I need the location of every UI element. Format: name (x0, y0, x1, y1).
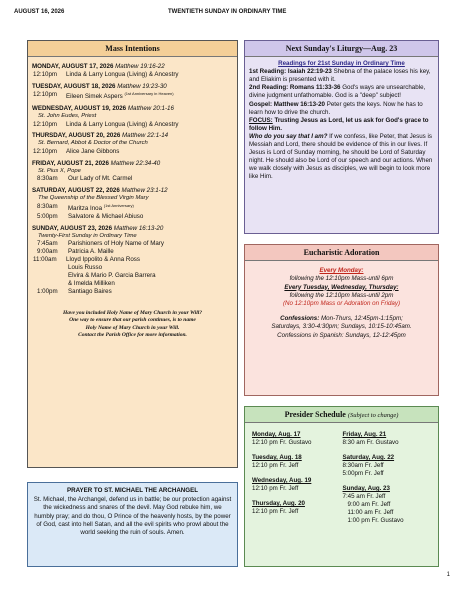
mass-intention-names (66, 148, 233, 156)
mass-day-feast: The Queenship of the Blessed Virgin Mary (38, 195, 149, 202)
focus-text: Trusting Jesus as Lord, let us ask for God's grace to follow Him. (249, 116, 429, 132)
mass-day-heading (32, 187, 233, 195)
mass-intention-names (68, 175, 233, 183)
adoration-body (245, 261, 438, 346)
confessions (251, 315, 432, 323)
mass-intention-row (32, 264, 233, 272)
reflection-text: If we confess, like Peter, that Jesus is Messiah and Lord, there should be evidence of this in our lives. If Jesus is Lord of Sunday morning, he should be Lord of Saturday night. He should also be Lord of our speech and our actions. When we walk closely with Jesus as disciples, we will begin to look more like Him. (249, 132, 433, 181)
liturgy-body (245, 57, 438, 184)
second-reading-label: 2nd Reading: Romans 11:33-36 (249, 84, 341, 92)
reflection-question: Who do you say that I am? (249, 132, 328, 140)
mass-intention-row (32, 280, 233, 288)
presider-right-column (343, 431, 434, 524)
mass-intention-names (66, 256, 233, 264)
mass-day-heading (32, 83, 233, 91)
will-note-line: One way to ensure that our parish continues, is to name (69, 317, 196, 324)
mass-time (32, 280, 68, 288)
mass-intentions-box (27, 40, 238, 468)
confessions-weekday: Mon-Thurs, 12:45pm-1:15pm; (319, 315, 403, 323)
mass-day-date: WEDNESDAY, AUGUST 19, 2026 (32, 105, 127, 113)
mass-intention-row (32, 148, 233, 156)
monday-text: following the 12:10pm Mass-until 6pm (289, 275, 394, 283)
mass-day-date: FRIDAY, AUGUST 21, 2026 (32, 159, 109, 167)
mass-intention-text: Eileen Simek Aspers (66, 93, 125, 101)
mass-intention-text: Patricia A. Maille (68, 248, 114, 256)
presider-day: Saturday, Aug. 22 (342, 454, 395, 462)
mass-day-feast: St. Bernard, Abbot & Doctor of the Church (38, 140, 148, 147)
mass-day-reading: Matthew 19:16-22 (115, 63, 165, 71)
mass-intention-text: Linda & Larry Longua (Living) & Ancestry (66, 120, 179, 128)
prayer-box (27, 482, 238, 567)
mass-day-date: SATURDAY, AUGUST 22, 2026 (32, 187, 120, 195)
mass-intention-text: Louis Russo (68, 264, 103, 272)
presider-entry: 5:00pm Fr. Jeff (342, 470, 384, 478)
mass-intention-row (32, 203, 233, 213)
mass-day-date: MONDAY, AUGUST 17, 2026 (32, 63, 114, 71)
mass-intention-row (32, 121, 233, 129)
presider-title (245, 407, 438, 423)
mass-time (32, 264, 68, 272)
mass-time: 9:00am (37, 248, 58, 256)
mass-intention-text: Salvatore & Michael Abiuso (68, 212, 144, 220)
will-note (28, 310, 237, 340)
gospel-label: Gospel: Matthew 16:13-20 (249, 100, 325, 108)
mass-intention-names (68, 248, 233, 256)
mass-time (32, 272, 68, 280)
will-note-line: Have you included Holy Name of Mary Church in your Will? (62, 309, 203, 316)
mass-day-reading: Matthew 20:1-16 (127, 105, 174, 113)
mass-day-heading (32, 132, 233, 140)
mass-intention-note: (1st Anniversary) (103, 202, 134, 208)
mass-intention-names (68, 264, 233, 272)
presider-entry: 11:00 am Fr. Jeff (347, 508, 394, 516)
presider-entry: 8:30am Fr. Jeff (342, 462, 384, 470)
mass-time: 12:10pm (33, 71, 58, 79)
mass-intention-names (68, 272, 233, 280)
focus (249, 117, 434, 133)
mass-day-heading (32, 105, 233, 113)
presider-day: Tuesday, Aug. 18 (252, 454, 302, 462)
mass-intention-row (32, 248, 233, 256)
mass-time: 8:30am (37, 202, 58, 210)
liturgy-title: Next Sunday's Liturgy—Aug. 23 (245, 41, 438, 57)
presider-entry: 1:00 pm Fr. Gustavo (347, 516, 404, 524)
mass-day-feast: St. Pius X, Pope (38, 167, 81, 174)
presider-subtitle: (Subject to change) (347, 412, 399, 419)
presider-entry: 7:45 am Fr. Jeff (342, 492, 386, 500)
mass-intention-names (68, 240, 233, 248)
presider-title-text: Presider Schedule (284, 410, 348, 419)
first-reading (249, 68, 434, 84)
mass-intention-text: Parishioners of Holy Name of Mary (68, 240, 164, 248)
presider-day: Friday, Aug. 21 (342, 431, 387, 439)
mass-day-feast: Twenty-First Sunday in Ordinary Time (38, 232, 137, 239)
mass-intention-names (68, 288, 233, 296)
mass-intention-text: Elvira & Mario P. Garcia Barrera (68, 271, 156, 279)
mass-intentions-title: Mass Intentions (28, 41, 237, 57)
mass-day-reading: Matthew 19:23-30 (117, 83, 167, 91)
mass-day-date: TUESDAY, AUGUST 18, 2026 (32, 83, 116, 91)
mass-intention-text: Santiago Baires (68, 287, 112, 295)
presider-entry: 12:10 pm Fr. Gustavo (252, 439, 312, 447)
first-reading-text: Shebna of the palace loses his key, and Eliakim is presented with it. (249, 68, 431, 84)
confessions-label: Confessions: (280, 315, 320, 323)
gospel-reading (249, 101, 434, 117)
gospel-text: Peter gets the keys. Now he has to learn how to drive the church. (249, 100, 423, 116)
mass-intention-row (32, 213, 233, 221)
mass-intention-text: Our Lady of Mt. Carmel (68, 175, 133, 183)
reflection (249, 133, 434, 181)
mass-intention-row (32, 91, 233, 101)
presider-columns (245, 423, 438, 524)
friday-note: (No 12:10pm Mass or Adoration on Friday) (282, 299, 401, 307)
presider-left-column (252, 431, 343, 524)
mass-intention-row (32, 272, 233, 280)
mass-intention-names (66, 71, 233, 79)
mass-intention-names (66, 121, 233, 129)
will-note-line: Holy Name of Mary Church in your Will. (85, 324, 180, 331)
mass-intention-names (68, 213, 233, 221)
mass-day-heading (32, 225, 233, 233)
mass-intentions-list (28, 57, 237, 296)
second-reading (249, 84, 434, 100)
confessions-spanish: Confessions in Spanish: Sundays, 12-12:45pm (277, 331, 406, 339)
mass-intention-row (32, 256, 233, 264)
mass-intention-text: Alice Jane Gibbons (66, 147, 120, 155)
mass-day-reading: Matthew 22:34-40 (110, 159, 161, 167)
mass-intention-row (32, 175, 233, 183)
mass-day-reading: Matthew 23:1-12 (121, 187, 168, 195)
monday-heading: Every Monday: (319, 267, 364, 275)
liturgy-box (244, 40, 439, 234)
presider-day: Thursday, Aug. 20 (252, 499, 305, 507)
bulletin-date: AUGUST 16, 2026 (14, 9, 65, 15)
will-note-line: Contact the Parish Office for more information. (78, 332, 187, 339)
presider-entry: 9:00 am Fr. Jeff (347, 500, 391, 508)
prayer-title: PRAYER TO ST. MICHAEL THE ARCHANGEL (67, 487, 198, 494)
adoration-title: Eucharistic Adoration (245, 245, 438, 261)
weekday-heading: Every Tuesday, Wednesday, Thursday: (284, 283, 399, 291)
mass-time: 7:45am (37, 240, 58, 248)
mass-intention-row (32, 240, 233, 248)
presider-day: Monday, Aug. 17 (252, 431, 301, 439)
first-reading-label: 1st Reading: Isaiah 22:19-23 (249, 68, 332, 76)
mass-intention-names (66, 91, 233, 101)
weekday-text: following the 12:10pm Mass-until 2pm (289, 291, 394, 299)
mass-intention-text: Linda & Larry Longua (Living) & Ancestry (66, 71, 179, 79)
mass-time: 5:00pm (37, 212, 58, 220)
mass-intention-text: Lloyd Ippolito & Anna Ross (66, 256, 140, 264)
bulletin-title: TWENTIETH SUNDAY IN ORDINARY TIME (168, 9, 287, 15)
mass-intention-text: & Imelda Milliken (68, 279, 115, 287)
mass-day-heading (32, 63, 233, 71)
mass-day-date: SUNDAY, AUGUST 23, 2026 (32, 224, 113, 232)
presider-entry: 12:10 pm Fr. Jeff (252, 462, 299, 470)
presider-entry: 12:10 pm Fr. Jeff (252, 485, 299, 492)
second-reading-text: God's ways are unsearchable, divine judgment unfathomable. God is a "deep" subject! (249, 84, 426, 100)
page-header (14, 9, 450, 19)
mass-intention-row (32, 71, 233, 79)
mass-day-reading: Matthew 22:1-14 (122, 132, 169, 140)
presider-entry: 8:30 am Fr. Gustavo (342, 439, 399, 447)
presider-entry: 12:10 pm Fr. Jeff (252, 507, 299, 515)
presider-box (244, 406, 439, 567)
mass-day-reading: Matthew 16:13-20 (113, 224, 164, 232)
mass-time: 8:30am (37, 175, 58, 183)
mass-day-date: THURSDAY, AUGUST 20, 2026 (32, 132, 121, 140)
mass-time: 11:00am (33, 256, 57, 264)
mass-day-feast: St. John Eudes, Priest (38, 112, 97, 119)
mass-intention-names (68, 280, 233, 288)
mass-time: 12:10pm (33, 91, 58, 99)
mass-intention-names (68, 203, 233, 213)
mass-intention-note: (1st Anniversary in Heaven) (124, 91, 174, 97)
presider-day: Sunday, Aug. 23 (342, 485, 390, 492)
page-number: 1 (446, 572, 450, 579)
prayer-text: St. Michael, the Archangel, defend us in battle; be our protection against the wickedness and snares of the devil. May God rebuke him, we humbly pray; and do thou, O Prince of the heavenly hosts, by the power of God, cast into hell Satan, and all the evil spirits who prowl about the world seeking the ruin of souls. Amen. (33, 496, 232, 536)
mass-intention-text: Maritza Inoa (68, 204, 104, 212)
confessions-weekend: Saturdays, 3:30-4:30pm; Sundays, 10:15-10:45am. (271, 323, 412, 331)
presider-day: Wednesday, Aug. 19 (252, 477, 312, 485)
adoration-box (244, 244, 439, 396)
mass-time: 12:10pm (33, 147, 58, 155)
mass-intention-row (32, 288, 233, 296)
focus-label: FOCUS: (249, 116, 273, 124)
mass-day-heading (32, 160, 233, 168)
readings-heading: Readings for 21st Sunday in Ordinary Time (278, 60, 405, 68)
mass-time: 12:10pm (33, 120, 58, 128)
mass-time: 1:00pm (37, 287, 58, 295)
